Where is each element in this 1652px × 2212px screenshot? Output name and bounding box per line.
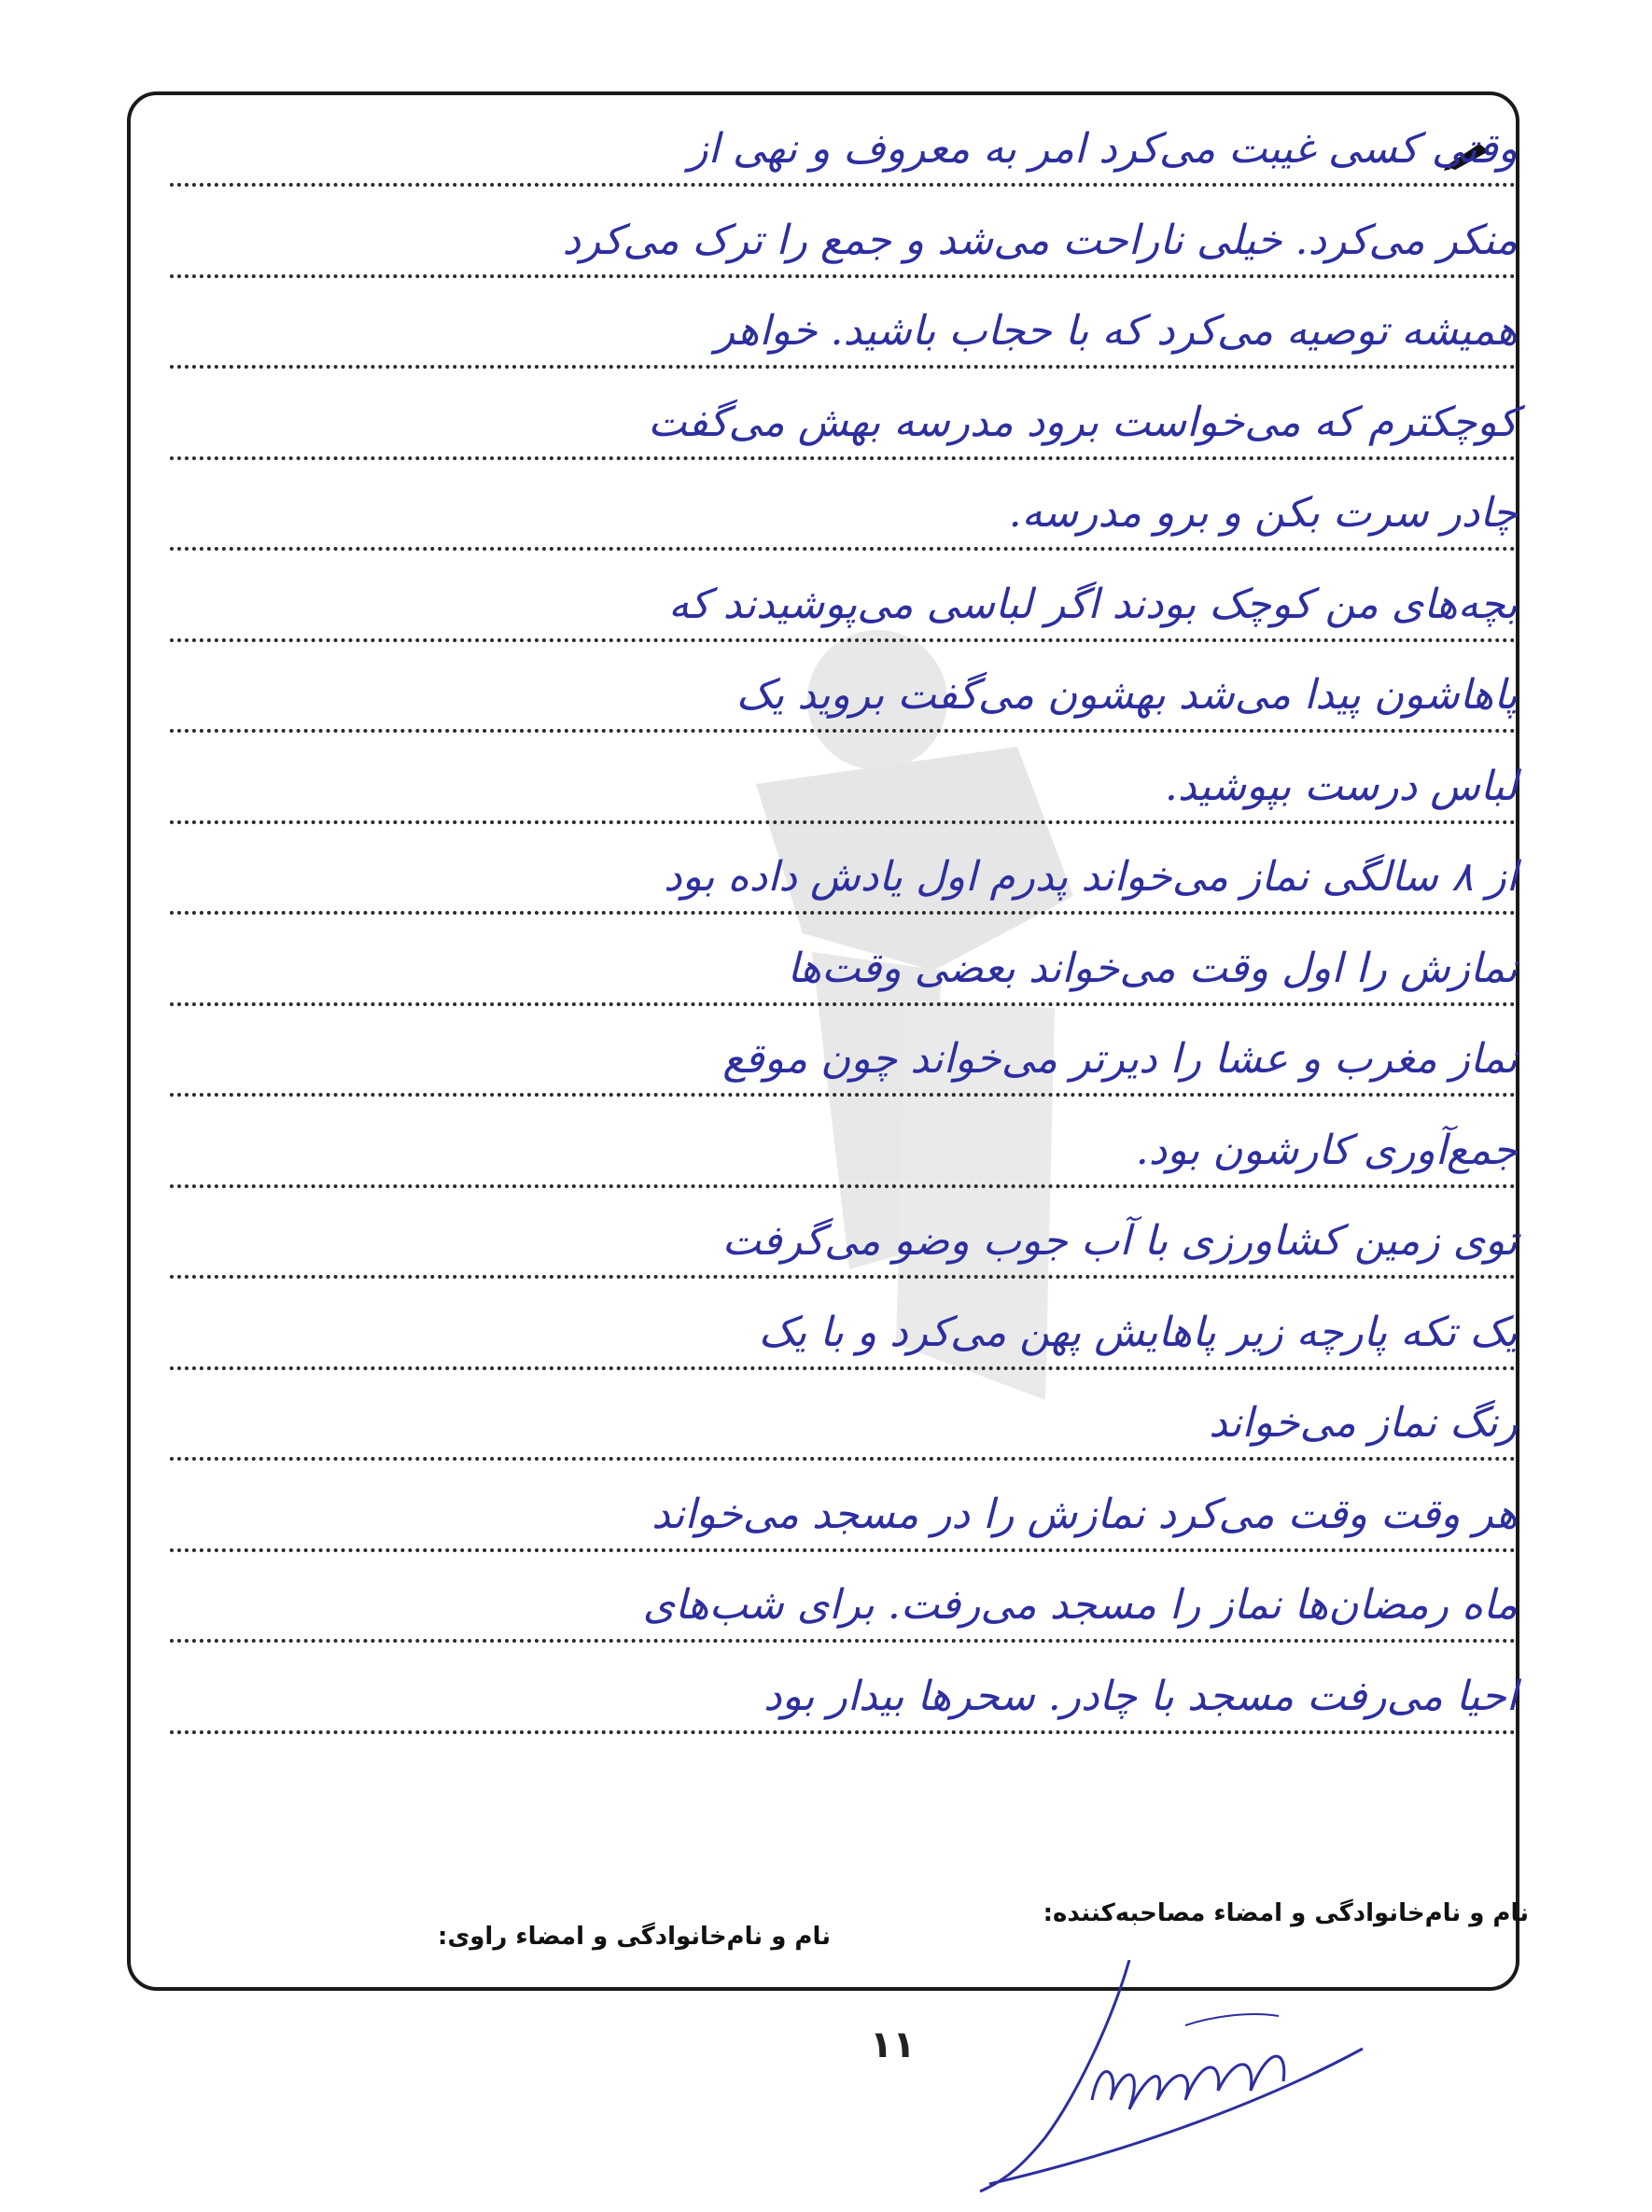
text-line: [149, 1123, 1536, 1179]
line-text: وقتی کسی غیبت می‌کرد امر به معروف و نهی از: [688, 125, 1518, 173]
dotted-rule: [170, 638, 1516, 642]
line-text: بچه‌های من کوچک بودند اگر لباسی می‌پوشیدند که: [668, 580, 1518, 628]
text-line: [149, 577, 1536, 633]
dotted-rule: [170, 1457, 1516, 1461]
text-line: [149, 759, 1536, 815]
dotted-rule: [170, 911, 1516, 915]
line-text: جمع‌آوری کارشون بود.: [1135, 1126, 1518, 1174]
line-text: یک تکه پارچه زیر پاهایش پهن می‌کرد و با یک: [758, 1308, 1518, 1356]
dotted-rule: [170, 1275, 1516, 1279]
dotted-rule: [170, 1002, 1516, 1006]
text-line: [149, 485, 1536, 541]
dotted-rule: [170, 1730, 1516, 1734]
dotted-rule: [170, 1548, 1516, 1552]
dotted-rule: [170, 1093, 1516, 1097]
text-line: [149, 1031, 1536, 1087]
line-text: رنگ نماز می‌خواند: [1209, 1399, 1518, 1447]
text-line: [149, 121, 1536, 177]
line-text: کوچکترم که می‌خواست برود مدرسه بهش می‌گفت: [648, 398, 1518, 446]
line-text: همیشه توصیه می‌کرد که با حجاب باشید. خواهر: [714, 307, 1518, 355]
dotted-rule: [170, 183, 1516, 187]
line-text: هر وقت وقت می‌کرد نمازش را در مسجد می‌خواند: [651, 1490, 1518, 1538]
line-text: از ۸ سالگی نماز می‌خواند پدرم اول یادش داده بود: [664, 853, 1518, 901]
line-text: نماز مغرب و عشا را دیرتر می‌خواند چون موقع: [722, 1035, 1518, 1083]
text-line: [149, 1577, 1536, 1633]
line-text: لباس درست بپوشید.: [1164, 762, 1518, 810]
line-text: منکر می‌کرد. خیلی ناراحت می‌شد و جمع را ترک می‌کرد: [562, 216, 1518, 264]
text-line: [149, 1213, 1536, 1269]
text-line: [149, 941, 1536, 997]
dotted-rule: [170, 1184, 1516, 1188]
text-line: [149, 395, 1536, 451]
page-number: ۱۱: [870, 2023, 916, 2066]
dotted-rule: [170, 274, 1516, 278]
dotted-rule: [170, 547, 1516, 551]
narrator-signature-label: نام و نام‌خانوادگی و امضاء راوی:: [438, 1923, 831, 1951]
line-text: چادر سرت بکن و برو مدرسه.: [1008, 489, 1518, 537]
dotted-rule: [170, 1639, 1516, 1643]
dotted-rule: [170, 365, 1516, 369]
text-line: [149, 1305, 1536, 1361]
text-line: [149, 849, 1536, 905]
handwritten-signature: [971, 1960, 1381, 2193]
line-text: ماه رمضان‌ها نماز را مسجد می‌رفت. برای شب‌های: [642, 1581, 1518, 1629]
line-text: نمازش را اول وقت می‌خواند بعضی وقت‌ها: [787, 944, 1518, 992]
dotted-rule: [170, 729, 1516, 733]
text-line: [149, 303, 1536, 359]
text-line: [149, 213, 1536, 269]
line-text: احیا می‌رفت مسجد با چادر. سحرها بیدار بود: [763, 1672, 1518, 1720]
interviewer-signature-label: نام و نام‌خانوادگی و امضاء مصاحبه‌کننده:: [1043, 1899, 1529, 1927]
dotted-rule: [170, 1366, 1516, 1370]
line-text: پاهاشون پیدا می‌شد بهشون می‌گفت بروید یک: [735, 671, 1518, 719]
dotted-rule: [170, 820, 1516, 824]
dotted-rule: [170, 456, 1516, 460]
line-text: توی زمین کشاورزی با آب جوب وضو می‌گرفت: [721, 1217, 1518, 1265]
text-line: [149, 667, 1536, 723]
text-line: [149, 1395, 1536, 1451]
text-line: [149, 1487, 1536, 1543]
text-line: [149, 1669, 1536, 1725]
